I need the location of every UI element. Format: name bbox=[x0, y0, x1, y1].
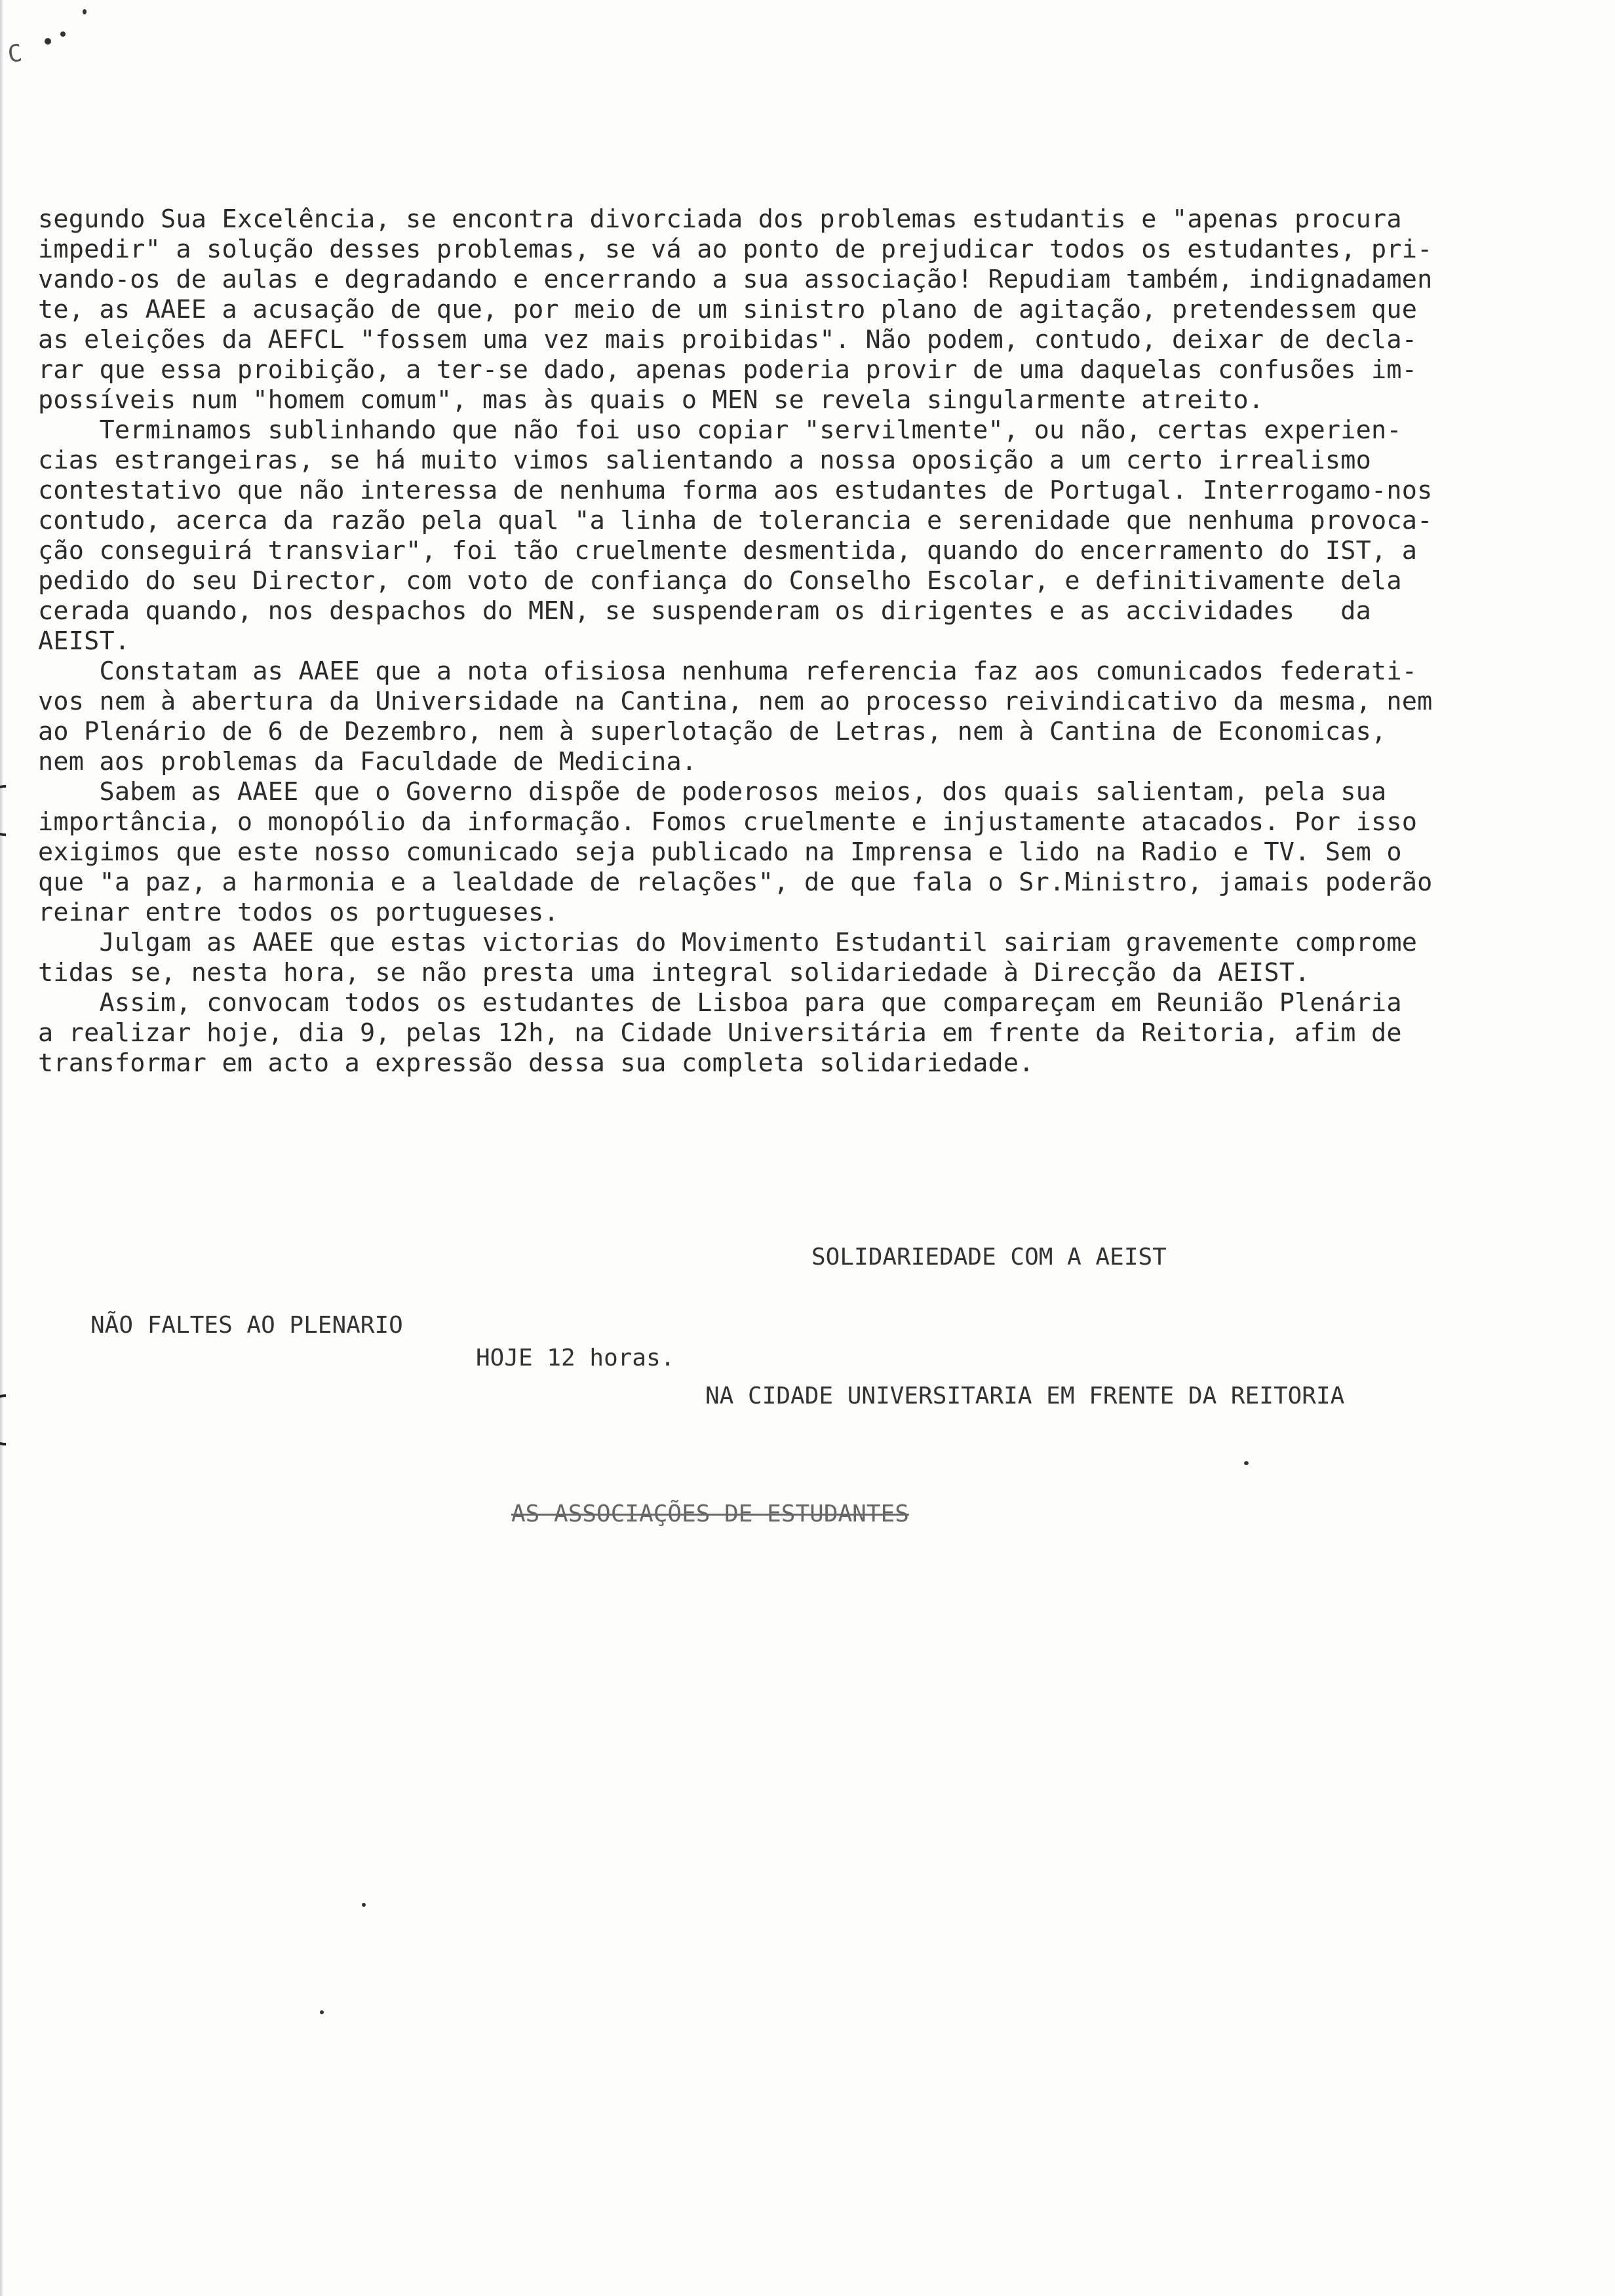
body-line: que "a paz, a harmonia e a lealdade de relações", de que fala o Sr.Ministro, jamais poderão bbox=[38, 868, 1433, 897]
ink-speck bbox=[1244, 1461, 1249, 1465]
body-line: Terminamos sublinhando que não foi uso copiar "servilmente", ou não, certas experien- bbox=[38, 415, 1402, 445]
body-line: cerada quando, nos despachos do MEN, se suspenderam os dirigentes e as accividades da bbox=[38, 596, 1371, 626]
body-line: contestativo que não interessa de nenhuma forma aos estudantes de Portugal. Interrogamo-nos bbox=[38, 476, 1433, 505]
body-line: as eleições da AEFCL "fossem uma vez mais proibidas". Não podem, contudo, deixar de decla- bbox=[38, 325, 1418, 354]
body-line: transformar em acto a expressão dessa sua completa solidariedade. bbox=[38, 1048, 1034, 1078]
body-line: a realizar hoje, dia 9, pelas 12h, na Cidade Universitária em frente da Reitoria, afim de bbox=[38, 1018, 1402, 1048]
body-line: AEIST. bbox=[38, 626, 130, 656]
body-line: cias estrangeiras, se há muito vimos salientando a nossa oposição a um certo irrealismo bbox=[38, 446, 1371, 475]
plenary-call: NÃO FALTES AO PLENARIO bbox=[90, 1312, 403, 1339]
signatories: AS ASSOCIAÇÕES DE ESTUDANTES bbox=[511, 1501, 909, 1527]
body-line: vos nem à abertura da Universidade na Cantina, nem ao processo reivindicativo da mesma, nem bbox=[38, 687, 1433, 716]
corner-mark: C bbox=[6, 39, 24, 69]
body-line: Constatam as AAEE que a nota ofisiosa nenhuma referencia faz aos comunicados federati- bbox=[38, 657, 1418, 686]
body-line: rar que essa proibição, a ter-se dado, apenas poderia provir de uma daquelas confusões im- bbox=[38, 355, 1418, 385]
body-line: segundo Sua Excelência, se encontra divorciada dos problemas estudantis e "apenas procura bbox=[38, 204, 1402, 234]
body-line: Sabem as AAEE que o Governo dispõe de poderosos meios, dos quais salientam, pela sua bbox=[38, 777, 1387, 807]
meeting-time: HOJE 12 horas. bbox=[476, 1345, 675, 1371]
body-line: possíveis num "homem comum", mas às quais o MEN se revela singularmente atreito. bbox=[38, 385, 1264, 415]
meeting-place: NA CIDADE UNIVERSITARIA EM FRENTE DA REITORIA bbox=[705, 1383, 1345, 1409]
body-line: contudo, acerca da razão pela qual "a linha de tolerancia e serenidade que nenhuma provoca- bbox=[38, 506, 1433, 535]
body-line: pedido do seu Director, com voto de confiança do Conselho Escolar, e definitivamente dela bbox=[38, 566, 1402, 596]
punch-hole-mark bbox=[0, 1384, 42, 1456]
body-line: Julgam as AAEE que estas victorias do Movimento Estudantil sairiam gravemente comprome bbox=[38, 928, 1418, 957]
solidarity-heading: SOLIDARIEDADE COM A AEIST bbox=[811, 1244, 1167, 1271]
ink-speck bbox=[45, 38, 51, 45]
body-line: tidas se, nesta hora, se não presta uma integral solidariedade à Direcção da AEIST. bbox=[38, 958, 1310, 987]
ink-speck bbox=[60, 31, 66, 37]
body-line: te, as AAEE a acusação de que, por meio de um sinistro plano de agitação, pretendessem que bbox=[38, 295, 1418, 324]
communique-body bbox=[38, 204, 1539, 1079]
ink-speck bbox=[362, 1903, 366, 1907]
body-line: ção conseguirá transviar", foi tão cruelmente desmentida, quando do encerramento do IST, a bbox=[38, 536, 1418, 565]
body-line: exigimos que este nosso comunicado seja publicado na Imprensa e lido na Radio e TV. Sem o bbox=[38, 837, 1402, 867]
punch-hole-mark bbox=[0, 775, 42, 847]
ink-speck bbox=[320, 2010, 324, 2014]
body-line: vando-os de aulas e degradando e encerrando a sua associação! Repudiam também, indignadamen bbox=[38, 265, 1433, 294]
body-line: Assim, convocam todos os estudantes de Lisboa para que compareçam em Reunião Plenária bbox=[38, 988, 1402, 1018]
ink-speck bbox=[83, 9, 87, 14]
body-line: importância, o monopólio da informação. Fomos cruelmente e injustamente atacados. Por isso bbox=[38, 807, 1418, 837]
scan-edge bbox=[0, 0, 4, 2296]
body-line: ao Plenário de 6 de Dezembro, nem à superlotação de Letras, nem à Cantina de Economicas, bbox=[38, 717, 1387, 746]
body-line: nem aos problemas da Faculdade de Medicina. bbox=[38, 747, 697, 776]
body-line: impedir" a solução desses problemas, se vá ao ponto de prejudicar todos os estudantes, pri- bbox=[38, 235, 1433, 264]
body-line: reinar entre todos os portugueses. bbox=[38, 898, 559, 927]
